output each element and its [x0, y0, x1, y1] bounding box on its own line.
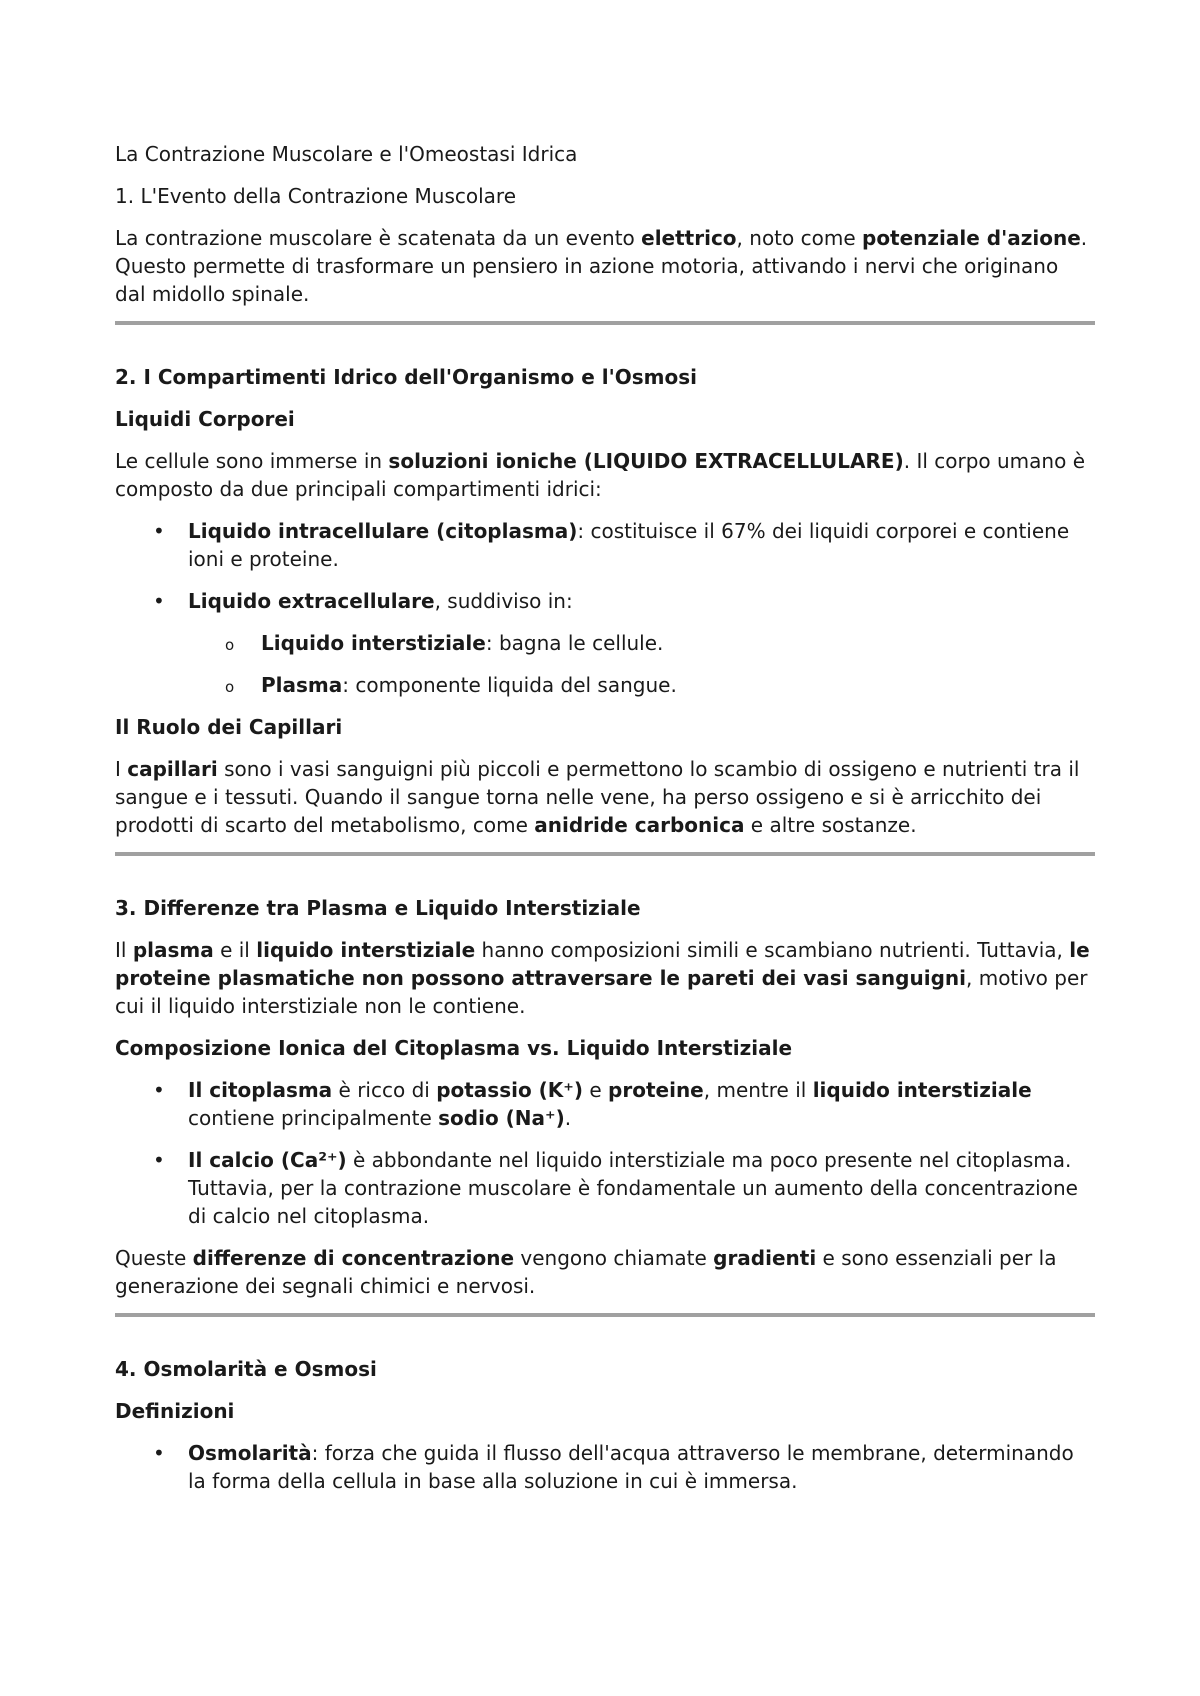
- section-2-paragraph-1: Le cellule sono immerse in soluzioni ioniche (LIQUIDO EXTRACELLULARE). Il corpo umano è composto da due principali compartimenti idrici:: [115, 449, 1085, 501]
- list-item: • Il citoplasma è ricco di potassio (K⁺) e proteine, mentre il liquido interstiziale contiene principalmente sodio (Na⁺).: [153, 1078, 1032, 1130]
- list-item: • Il calcio (Ca²⁺) è abbondante nel liquido interstiziale ma poco presente nel citoplasma. Tuttavia, per la contrazione muscolare è fondamentale un aumento della concentrazione di calcio nel citoplasma.: [153, 1148, 1078, 1228]
- document-page: [115, 140, 1095, 1495]
- compartments-list: [115, 517, 1095, 615]
- definitions-list: [115, 1439, 1095, 1495]
- section-3-paragraph-1: Il plasma e il liquido interstiziale hanno composizioni simili e scambiano nutrienti. Tuttavia, le proteine plasmatiche non possono attraversare le pareti dei vasi sanguigni, motivo per cui il liquido interstiziale non le contiene.: [115, 938, 1090, 1018]
- document-title: La Contrazione Muscolare e l'Omeostasi Idrica: [115, 142, 578, 166]
- subsection-definizioni: Definizioni: [115, 1399, 235, 1423]
- list-item: o Liquido interstiziale: bagna le cellule.: [115, 629, 1095, 657]
- bullet-icon: •: [153, 1148, 165, 1172]
- list-item: • Liquido extracellulare, suddiviso in:: [153, 589, 573, 613]
- bullet-icon: •: [153, 519, 165, 543]
- extracellular-sublist: [115, 629, 1095, 699]
- section-1-heading: 1. L'Evento della Contrazione Muscolare: [115, 184, 517, 208]
- list-item: o Plasma: componente liquida del sangue.: [115, 671, 1095, 699]
- subsection-capillari: Il Ruolo dei Capillari: [115, 715, 343, 739]
- subsection-liquidi-corporei: Liquidi Corporei: [115, 407, 295, 431]
- section-3-heading: 3. Differenze tra Plasma e Liquido Interstiziale: [115, 896, 641, 920]
- section-2-heading: 2. I Compartimenti Idrico dell'Organismo e l'Osmosi: [115, 365, 697, 389]
- circle-bullet-icon: o: [225, 636, 235, 654]
- bullet-icon: •: [153, 1078, 165, 1102]
- section-3-paragraph-2: Queste differenze di concentrazione vengono chiamate gradienti e sono essenziali per la generazione dei segnali chimici e nervosi.: [115, 1246, 1057, 1298]
- list-item: • Osmolarità: forza che guida il flusso dell'acqua attraverso le membrane, determinando la forma della cellula in base alla soluzione in cui è immersa.: [153, 1441, 1074, 1493]
- list-item: • Liquido intracellulare (citoplasma): costituisce il 67% dei liquidi corporei e contiene ioni e proteine.: [153, 519, 1070, 571]
- section-1-paragraph: La contrazione muscolare è scatenata da un evento elettrico, noto come potenziale d'azione. Questo permette di trasformare un pensiero in azione motoria, attivando i nervi che originano dal midollo spinale.: [115, 226, 1088, 306]
- section-2-paragraph-2: I capillari sono i vasi sanguigni più piccoli e permettono lo scambio di ossigeno e nutrienti tra il sangue e i tessuti. Quando il sangue torna nelle vene, ha perso ossigeno e si è arricchito dei prodotti di scarto del metabolismo, come anidride carbonica e altre sostanze.: [115, 757, 1080, 837]
- bullet-icon: •: [153, 589, 165, 613]
- circle-bullet-icon: o: [225, 678, 235, 696]
- subsection-composizione-ionica: Composizione Ionica del Citoplasma vs. Liquido Interstiziale: [115, 1036, 793, 1060]
- bullet-icon: •: [153, 1441, 165, 1465]
- ionic-composition-list: [115, 1076, 1095, 1230]
- section-4-heading: 4. Osmolarità e Osmosi: [115, 1357, 377, 1381]
